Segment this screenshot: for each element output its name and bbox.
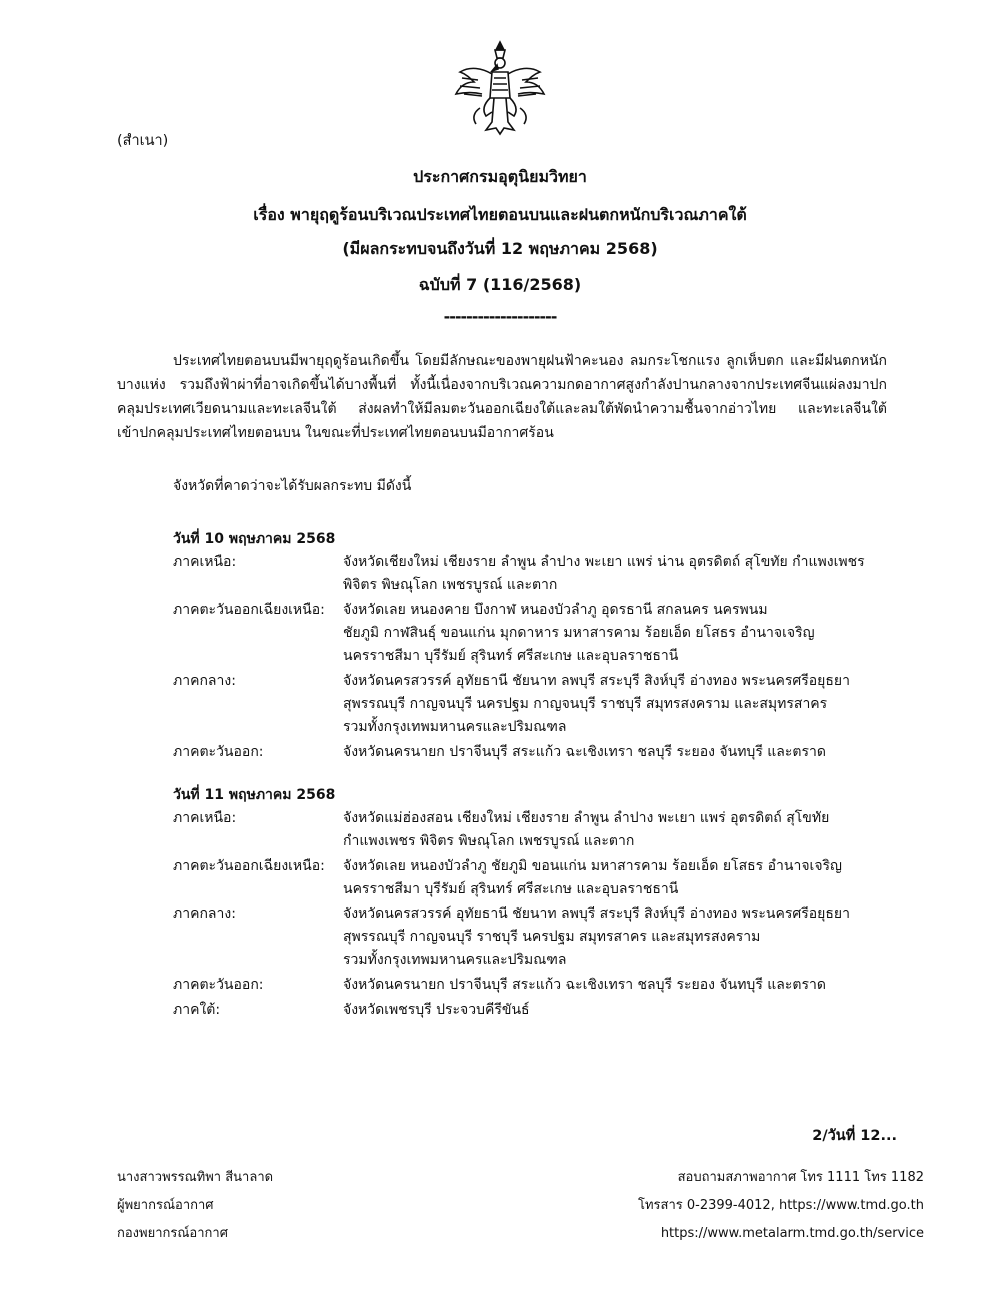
signer-position: ผู้พยากรณ์อากาศ — [117, 1198, 214, 1213]
region-provinces: จังหวัดแม่ฮ่องสอน เชียงใหม่ เชียงราย ลำพูน ลำปาง พะเยา แพร่ อุตรดิตถ์ สุโขทัย กำแพงเพชร พิจิตร พิษณุโลก เพชรบูรณ์ และตาก — [343, 810, 830, 849]
region-row — [173, 855, 893, 901]
region-row — [173, 551, 893, 597]
continuation-marker: 2/วันที่ 12... — [812, 1128, 897, 1144]
region-name: ภาคตะวันออกเฉียงเหนือ: — [173, 858, 325, 874]
region-name: ภาคใต้: — [173, 1002, 221, 1018]
region-name: ภาคตะวันออกเฉียงเหนือ: — [173, 602, 325, 618]
contact-block — [638, 1164, 924, 1248]
day-date: วันที่ 10 พฤษภาคม 2568 — [173, 531, 336, 547]
region-provinces: จังหวัดเชียงใหม่ เชียงราย ลำพูน ลำปาง พะเยา แพร่ น่าน อุตรดิตถ์ สุโขทัย กำแพงเพชร พิจิตร พิษณุโลก เพชรบูรณ์ และตาก — [343, 554, 865, 593]
issue-number: ฉบับที่ 7 (116/2568) — [418, 275, 582, 294]
region-row — [173, 741, 893, 764]
region-name: ภาคเหนือ: — [173, 810, 237, 826]
region-row — [173, 807, 893, 853]
region-provinces: จังหวัดนครนายก ปราจีนบุรี สระแก้ว ฉะเชิงเทรา ชลบุรี ระยอง จันทบุรี และตราด — [343, 977, 826, 993]
region-name: ภาคตะวันออก: — [173, 977, 264, 993]
region-provinces: จังหวัดนครนายก ปราจีนบุรี สระแก้ว ฉะเชิงเทรา ชลบุรี ระยอง จันทบุรี และตราด — [343, 744, 826, 760]
signature-block — [117, 1164, 273, 1248]
garuda-emblem — [452, 38, 548, 138]
region-row — [173, 974, 893, 997]
day-section — [173, 527, 893, 766]
region-provinces: จังหวัดเลย หนองบัวลำภู ชัยภูมิ ขอนแก่น มหาสารคาม ร้อยเอ็ด ยโสธร อำนาจเจริญ นครราชสีมา บุรีรัมย์ สุรินทร์ ศรีสะเกษ และอุบลราชธานี — [343, 858, 842, 897]
effective-period: (มีผลกระทบจนถึงวันที่ 12 พฤษภาคม 2568) — [342, 239, 658, 258]
region-row — [173, 670, 893, 739]
region-row — [173, 999, 893, 1022]
region-row — [173, 903, 893, 972]
contact-phone: สอบถามสภาพอากาศ โทร 1111 โทร 1182 — [677, 1170, 924, 1185]
region-provinces: จังหวัดเลย หนองคาย บึงกาฬ หนองบัวลำภู อุดรธานี สกลนคร นครพนม ชัยภูมิ กาฬสินธุ์ ขอนแก่น มุกดาหาร มหาสารคาม ร้อยเอ็ด ยโสธร อำนาจเจริญ นครราชสีมา บุรีรัมย์ สุรินทร์ ศรีสะเกษ และอุบลราชธานี — [343, 602, 815, 664]
day-date: วันที่ 11 พฤษภาคม 2568 — [173, 787, 336, 803]
signer-name: นางสาวพรรณทิพา สีนาลาด — [117, 1170, 274, 1185]
copy-label: (สำเนา) — [117, 133, 169, 149]
title-divider: -------------------- — [443, 307, 557, 326]
region-provinces: จังหวัดนครสวรรค์ อุทัยธานี ชัยนาท ลพบุรี สระบุรี สิงห์บุรี อ่างทอง พระนครศรีอยุธยา สุพรรณบุรี กาญจนบุรี นครปฐม กาญจนบุรี ราชบุรี สมุทรสงคราม และสมุทรสาคร รวมทั้งกรุงเทพมหานครและปริมณฑล — [343, 673, 850, 735]
announcement-subject: เรื่อง พายุฤดูร้อนบริเวณประเทศไทยตอนบนและฝนตกหนักบริเวณภาคใต้ — [253, 205, 747, 224]
region-name: ภาคกลาง: — [173, 906, 236, 922]
region-name: ภาคตะวันออก: — [173, 744, 264, 760]
region-provinces: จังหวัดเพชรบุรี ประจวบคีรีขันธ์ — [343, 1002, 530, 1018]
region-name: ภาคเหนือ: — [173, 554, 237, 570]
region-provinces: จังหวัดนครสวรรค์ อุทัยธานี ชัยนาท ลพบุรี สระบุรี สิงห์บุรี อ่างทอง พระนครศรีอยุธยา สุพรรณบุรี กาญจนบุรี ราชบุรี นครปฐม สมุทรสาคร และสมุทรสงคราม รวมทั้งกรุงเทพมหานครและปริมณฑล — [343, 906, 850, 968]
contact-url: https://www.metalarm.tmd.go.th/service — [660, 1226, 924, 1241]
signer-division: กองพยากรณ์อากาศ — [117, 1226, 228, 1241]
day-section — [173, 783, 893, 1024]
affected-provinces-intro: จังหวัดที่คาดว่าจะได้รับผลกระทบ มีดังนี้ — [173, 478, 412, 494]
contact-fax: โทรสาร 0-2399-4012, https://www.tmd.go.th — [638, 1198, 924, 1213]
region-row — [173, 599, 893, 668]
region-name: ภาคกลาง: — [173, 673, 236, 689]
announcement-title: ประกาศกรมอุตุนิยมวิทยา — [413, 167, 587, 186]
weather-description: ประเทศไทยตอนบนมีพายุฤดูร้อนเกิดขึ้น โดยมีลักษณะของพายุฝนฟ้าคะนอง ลมกระโชกแรง ลูกเห็บตก และมีฝนตกหนักบางแห่ง รวมถึงฟ้าผ่าที่อาจเกิดขึ้นได้บางพื้นที่ ทั้งนี้เนื่องจากบริเวณความกดอากาศสูงกำลังปานกลางจากประเทศจีนแผ่ลงมาปกคลุมประเทศเวียดนามและทะเลจีนใต้ ส่งผลทำให้มีลมตะวันออกเฉียงใต้และลมใต้พัดนำความชื้นจากอ่าวไทย และทะเลจีนใต้เข้าปกคลุมประเทศไทยตอนบน ในขณะที่ประเทศไทยตอนบนมีอากาศร้อน — [117, 353, 887, 441]
